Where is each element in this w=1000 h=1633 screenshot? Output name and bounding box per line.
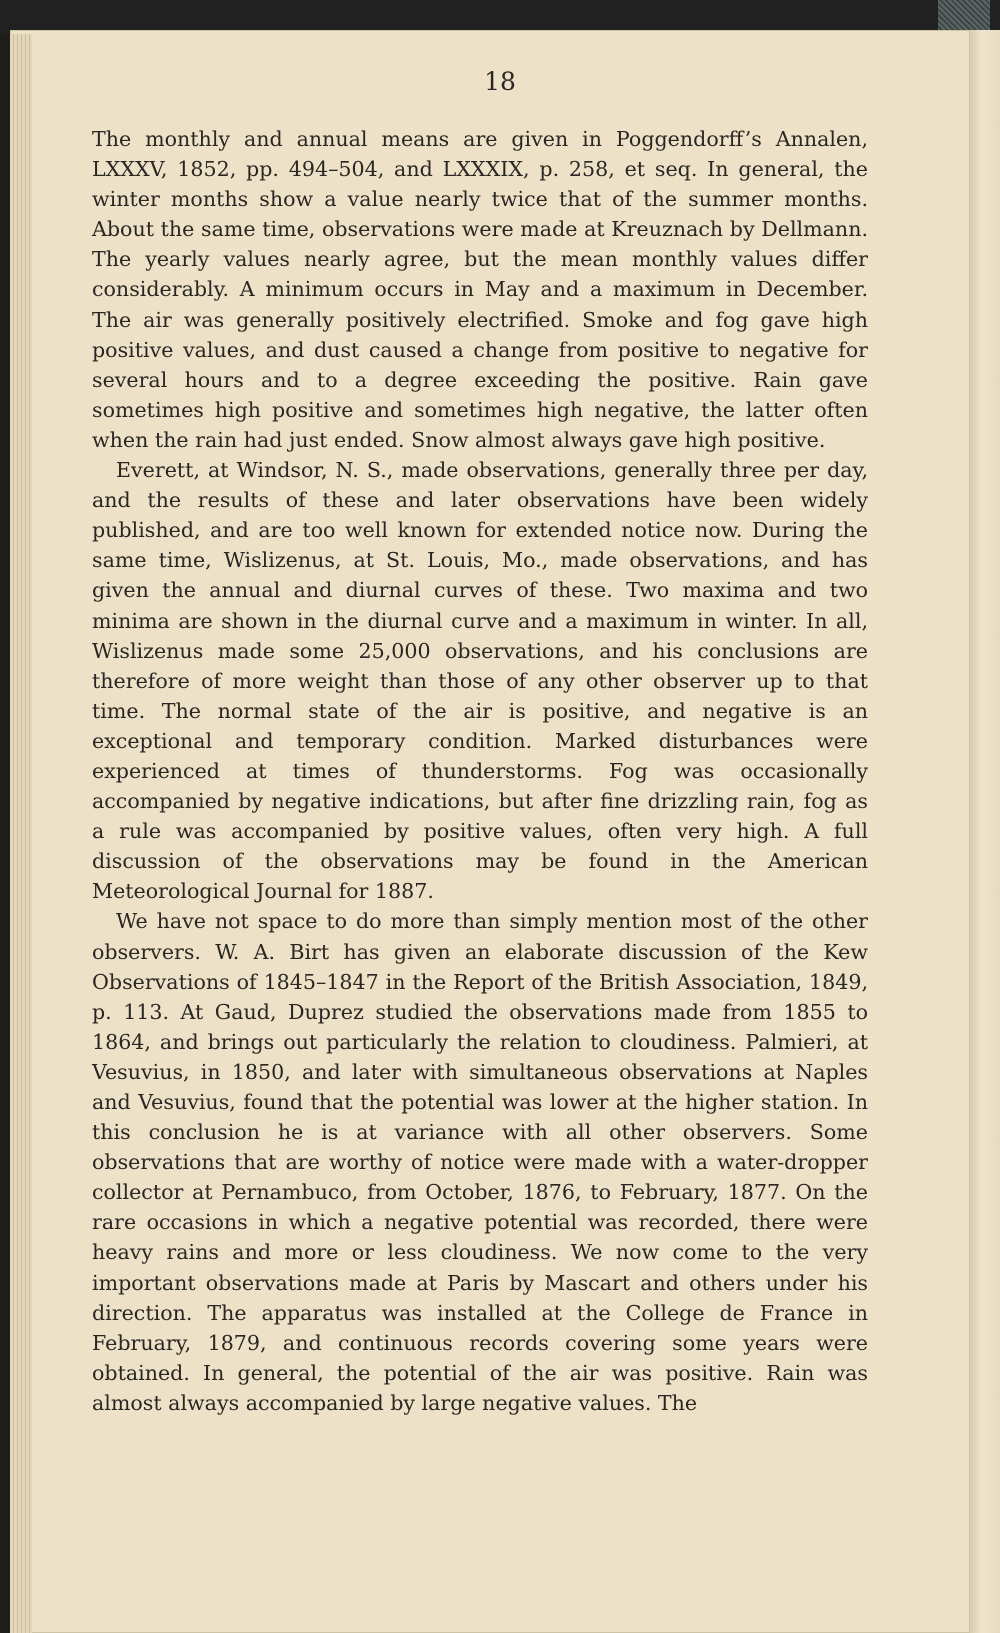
scan-background — [0, 0, 1000, 34]
paragraph-2: Everett, at Windsor, N. S., made observations, generally three per day, and the results of these and later observations have been widely published, and are too well known for extended notice now. During the same time, Wislizenus, at St. Louis, Mo., made observations, and has given the annual and diurnal curves of these. Two maxima and two minima are shown in the diurnal curve and a maximum in winter. In all, Wislizenus made some 25,000 observations, and his conclusions are therefore of more weight than those of any other observer up to that time. The normal state of the air is positive, and negative is an exceptional and temporary condition. Marked disturbances were experienced at times of thunderstorms. Fog was occasionally accompanied by negative indications, but after fine drizzling rain, fog as a rule was accompanied by positive values, often very high. A full discussion of the observations may be found in the American Meteorological Journal for 1887. — [92, 458, 868, 904]
page-gutter — [970, 30, 1000, 1633]
paragraph-3: We have not space to do more than simply mention most of the other observers. W. A. Birt has given an elaborate discussion of the Kew Observations of 1845–1847 in the Report of the British Association, 1849, p. 113. At Gaud, Duprez studied the observations made from 1855 to 1864, and brings out particularly the relation to cloudiness. Palmieri, at Vesuvius, in 1850, and later with simultaneous observations at Naples and Vesuvius, found that the potential was lower at the higher station. In this conclusion he is at variance with all other observers. Some observations that are worthy of notice were made with a water-dropper collector at Pernambuco, from October, 1876, to February, 1877. On the rare occasions in which a negative potential was recorded, there were heavy rains and more or less cloudiness. We now come to the very important observations made at Paris by Mascart and others under his direction. The apparatus was installed at the College de France in February, 1879, and continuous records covering some years were obtained. In general, the potential of the air was positive. Rain was almost always accompanied by large negative values. The — [92, 909, 868, 1415]
page-number: 18 — [484, 67, 516, 96]
body-text — [92, 124, 868, 1418]
paragraph-1: The monthly and annual means are given in Poggendorff’s Annalen, LXXXV, 1852, pp. 494–504, and LXXXIX, p. 258, et seq. In general, the winter months show a value nearly twice that of the summer months. About the same time, observations were made at Kreuznach by Dellmann. The yearly values nearly agree, but the mean monthly values differ considerably. A minimum occurs in May and a maximum in December. The air was generally positively electrified. Smoke and fog gave high positive values, and dust caused a change from positive to negative for several hours and to a degree exceeding the positive. Rain gave sometimes high positive and sometimes high negative, the latter often when the rain had just ended. Snow almost always gave high positive. — [92, 127, 868, 452]
page-stack-edges — [10, 34, 32, 1633]
